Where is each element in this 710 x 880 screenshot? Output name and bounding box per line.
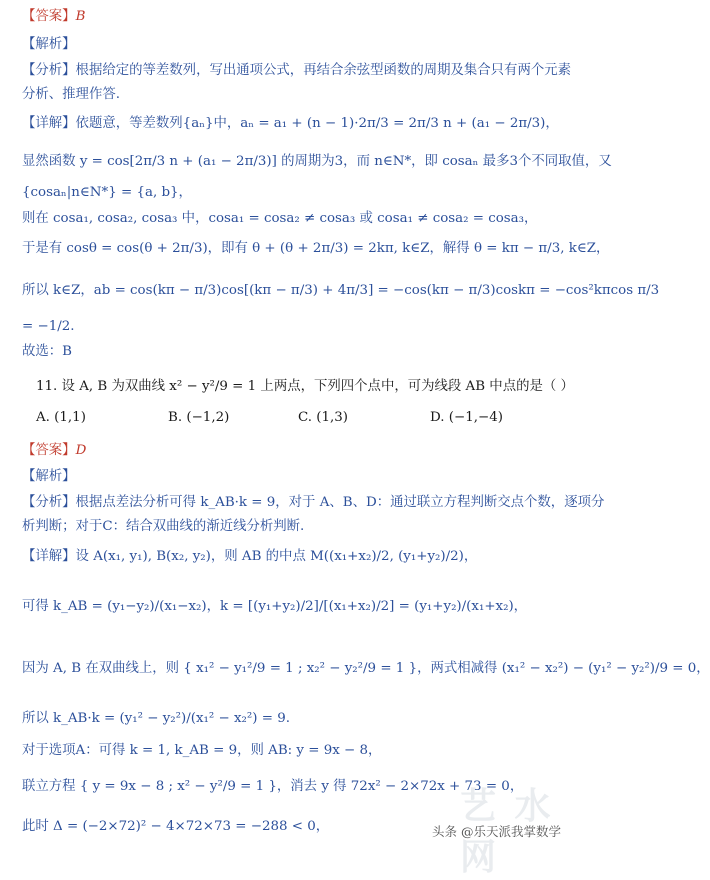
text-line: 【解析】 — [22, 469, 76, 484]
answer-letter: D — [75, 443, 87, 458]
text-line: 所以 k_AB·k = (y₁² − y₂²)/(x₁² − x₂²) = 9. — [22, 711, 291, 726]
option-b: B. (−1,2) — [168, 410, 230, 425]
text-line: 可得 k_AB = (y₁−y₂)/(x₁−x₂)，k = [(y₁+y₂)/2]/[(x₁+x₂)/2] = (y₁+y₂)/(x₁+x₂)， — [22, 599, 528, 614]
text-line: = −1/2. — [22, 319, 75, 334]
text-line: 因为 A, B 在双曲线上，则 { x₁² − y₁²/9 = 1 ; x₂² − y₂²/9 = 1 }，两式相减得 (x₁² − x₂²) − (y₁² − y₂²)/9 = 0， — [22, 661, 710, 676]
text-line: 【分析】根据点差法分析可得 k_AB·k = 9，对于 A、B、D：通过联立方程判断交点个数，逐项分 — [22, 495, 605, 510]
text-line: 对于选项A：可得 k = 1, k_AB = 9，则 AB: y = 9x − 8， — [22, 743, 382, 758]
answer-line — [22, 442, 86, 460]
option-a: A. (1,1) — [36, 410, 86, 425]
text-line: 则在 cosa₁, cosa₂, cosa₃ 中，cosa₁ = cosa₂ ≠ cosa₃ 或 cosa₁ ≠ cosa₂ = cosa₃， — [22, 211, 538, 226]
text-line: 此时 Δ = (−2×72)² − 4×72×73 = −288 < 0， — [22, 819, 330, 834]
text-line: 所以 k∈Z，ab = cos(kπ − π/3)cos[(kπ − π/3) + 4π/3] = −cos(kπ − π/3)coskπ = −cos²kπcos π/3 — [22, 283, 660, 298]
text-line: 析判断；对于C：结合双曲线的渐近线分析判断. — [22, 519, 305, 534]
text-line: 分析、推理作答. — [22, 87, 120, 102]
text-line: 故选：B — [22, 344, 73, 359]
text-line: {cosaₙ|n∈N*} = {a, b}， — [22, 185, 192, 200]
watermark: 艺 水 网 — [460, 785, 554, 878]
text-line: 【解析】 — [22, 37, 76, 52]
text-line: 于是有 cosθ = cos(θ + 2π/3)，即有 θ + (θ + 2π/3) = 2kπ, k∈Z，解得 θ = kπ − π/3, k∈Z， — [22, 241, 610, 256]
text-line: 【详解】依题意，等差数列{aₙ}中，aₙ = a₁ + (n − 1)·2π/3 = 2π/3 n + (a₁ − 2π/3)， — [22, 116, 559, 131]
answer-tag: 【答案】 — [22, 443, 76, 458]
question-line: 11. 设 A, B 为双曲线 x² − y²/9 = 1 上两点，下列四个点中，可为线段 AB 中点的是（ ） — [36, 379, 574, 394]
option-c: C. (1,3) — [298, 410, 349, 425]
watermark-credit: 头条 @乐天派我掌数学 — [432, 824, 561, 839]
text-line: 【分析】根据给定的等差数列，写出通项公式，再结合余弦型函数的周期及集合只有两个元素 — [22, 63, 572, 78]
text-line: 【详解】设 A(x₁, y₁), B(x₂, y₂)，则 AB 的中点 M((x₁+x₂)/2, (y₁+y₂)/2)， — [22, 549, 478, 564]
answer-tag: 【答案】 — [22, 9, 76, 24]
option-d: D. (−1,−4) — [430, 410, 503, 425]
text-line: 联立方程 { y = 9x − 8 ; x² − y²/9 = 1 }，消去 y 得 72x² − 2×72x + 73 = 0， — [22, 779, 524, 794]
answer-letter: B — [75, 9, 86, 24]
answer-line — [22, 8, 85, 26]
text-line: 显然函数 y = cos[2π/3 n + (a₁ − 2π/3)] 的周期为3，而 n∈N*，即 cosaₙ 最多3个不同取值，又 — [22, 154, 612, 169]
